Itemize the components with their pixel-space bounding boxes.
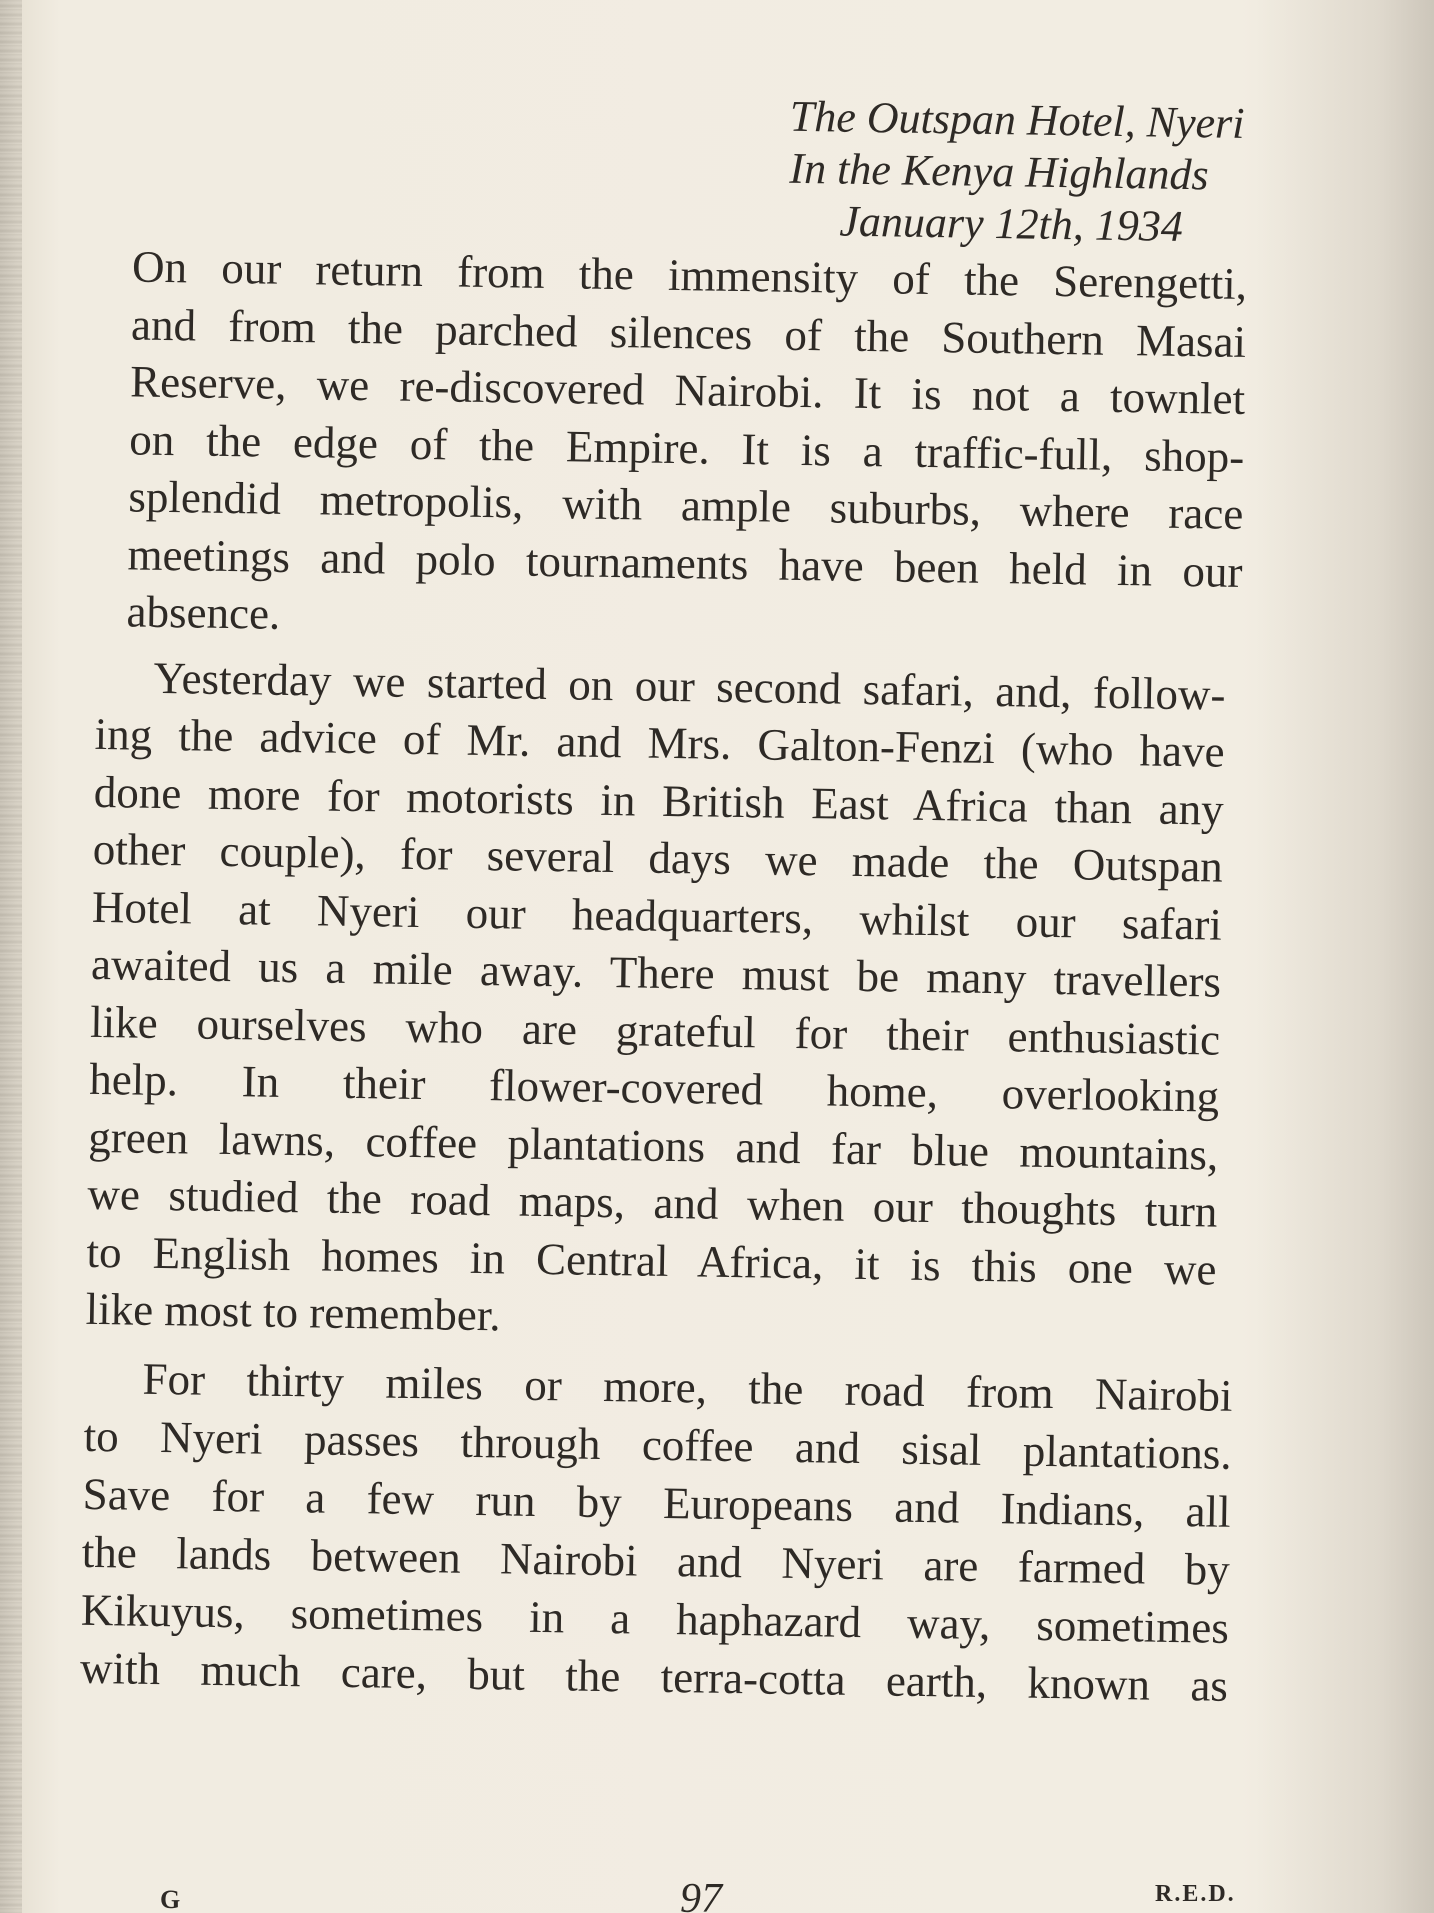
text-line: For thirty miles or more, the road from Nairobi — [142, 1353, 1233, 1421]
letter-heading — [103, 80, 1255, 254]
text-line: like most to remember. — [85, 1283, 501, 1341]
text-line: with much care, but the terra-cotta earth, known as — [79, 1642, 1229, 1711]
text-line: like ourselves who are grateful for their enthusiastic — [89, 996, 1221, 1065]
page-edge — [0, 0, 22, 1913]
text-line: other couple), for several days we made the Outspan — [92, 823, 1224, 892]
text-line: meetings and polo tournaments have been held in our — [127, 528, 1243, 597]
text-line: Kikuyus, sometimes in a haphazard way, sometimes — [80, 1584, 1230, 1653]
text-line: on the edge of the Empire. It is a traffic-full, shop- — [128, 413, 1245, 482]
text-line: Hotel at Nyeri our headquarters, whilst our safari — [91, 881, 1223, 950]
text-line: the lands between Nairobi and Nyeri are farmed by — [81, 1526, 1231, 1595]
paragraph-1 — [96, 238, 1247, 658]
text-line: green lawns, coffee plantations and far blue mountains, — [88, 1111, 1219, 1180]
text-line: done more for motorists in British East Africa than any — [93, 766, 1225, 835]
text-line: to Nyeri passes through coffee and sisal plantations. — [83, 1410, 1232, 1479]
signature-mark-left: G — [160, 1885, 181, 1913]
text-line: help. In their flower-covered home, overlooking — [88, 1053, 1220, 1122]
text-line: and from the parched silences of the Southern Masai — [130, 298, 1247, 367]
page-number: 97 — [680, 1876, 722, 1913]
text-line: we studied the road maps, and when our thoughts turn — [87, 1168, 1218, 1237]
text-line: Reserve, we re-discovered Nairobi. It is not a townlet — [129, 356, 1246, 424]
heading-region: In the Kenya Highlands — [789, 143, 1210, 200]
text-line: On our return from the immensity of the Serengetti, — [131, 241, 1248, 309]
text-line: splendid metropolis, with ample suburbs, where race — [128, 471, 1244, 539]
heading-location: The Outspan Hotel, Nyeri — [789, 91, 1245, 148]
text-line: awaited us a mile away. There must be many travellers — [90, 938, 1222, 1007]
text-line: absence. — [126, 586, 281, 639]
text-line: ing the advice of Mr. and Mrs. Galton-Fenzi (who have — [94, 708, 1225, 777]
heading-date: January 12th, 1934 — [839, 196, 1184, 251]
signature-mark-right: R.E.D. — [1155, 1881, 1236, 1907]
text-line: Yesterday we started on our second safari, and, follow- — [153, 652, 1226, 720]
paragraph-2 — [85, 648, 1226, 1356]
text-block — [80, 80, 1310, 1715]
paragraph-3 — [80, 1348, 1233, 1714]
text-line: to English homes in Central Africa, it is this one we — [86, 1226, 1217, 1295]
text-line: Save for a few run by Europeans and Indians, all — [82, 1468, 1232, 1537]
